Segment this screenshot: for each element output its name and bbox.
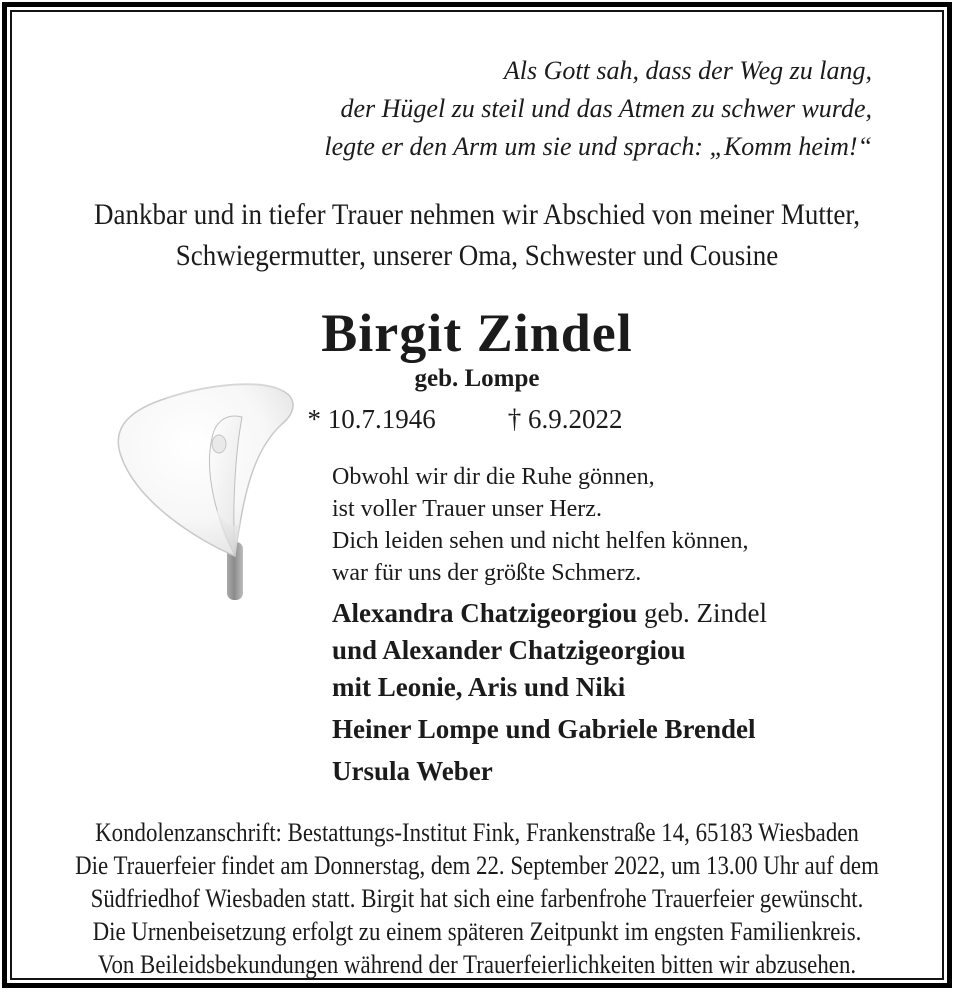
poem-line: Obwohl wir dir die Ruhe gönnen, bbox=[332, 464, 655, 490]
condolence-address: Kondolenzanschrift: Bestattungs-Institut Fink, Frankenstraße 14, 65183 Wiesbaden bbox=[95, 818, 859, 847]
inner-border bbox=[10, 10, 944, 980]
intro-text bbox=[12, 194, 942, 276]
mourner-line: Heiner Lompe und Gabriele Brendel bbox=[332, 714, 756, 744]
mourner-name: Alexandra Chatzigeorgiou bbox=[332, 598, 638, 628]
maiden-name: geb. Lompe bbox=[414, 365, 540, 392]
poem-line: Dich leiden sehen und nicht helfen können, bbox=[332, 528, 749, 554]
mourner-maiden-name: geb. Zindel bbox=[637, 598, 767, 628]
mourners-list bbox=[12, 595, 942, 790]
poem-line: ist voller Trauer unser Herz. bbox=[332, 496, 602, 522]
funeral-info-line: Die Trauerfeier findet am Donnerstag, dem 22. September 2022, um 13.00 Uhr auf dem bbox=[75, 851, 879, 880]
poem-line: war für uns der größte Schmerz. bbox=[332, 560, 642, 586]
life-dates bbox=[10, 403, 930, 435]
mourner-line: mit Leonie, Aris und Niki bbox=[332, 672, 626, 702]
intro-line: Schwiegermutter, unserer Oma, Schwester und Cousine bbox=[175, 239, 779, 272]
funeral-info-line: Von Beileidsbekundungen während der Trauerfeierlichkeiten bitten wir abzusehen. bbox=[97, 950, 857, 979]
verse-line: legte er den Arm um sie und sprach: „Komm heim!“ bbox=[324, 132, 872, 161]
opening-verse bbox=[12, 52, 942, 166]
death-date: † 6.9.2022 bbox=[507, 404, 623, 434]
mourner-line bbox=[332, 595, 942, 632]
funeral-info-line: Südfriedhof Wiesbaden statt. Birgit hat sich eine farbenfrohe Trauerfeier gewünscht. bbox=[90, 884, 864, 913]
intro-line: Dankbar und in tiefer Trauer nehmen wir Abschied von meiner Mutter, bbox=[94, 198, 860, 231]
mourner-line: Ursula Weber bbox=[332, 756, 493, 786]
funeral-information bbox=[12, 816, 942, 980]
deceased-name: Birgit Zindel bbox=[321, 303, 633, 363]
verse-line: der Hügel zu steil und das Atmen zu schwer wurde, bbox=[340, 94, 872, 123]
funeral-info-line: Die Urnenbeisetzung erfolgt zu einem späteren Zeitpunkt im engsten Familienkreis. bbox=[92, 917, 862, 946]
birth-date: * 10.7.1946 bbox=[307, 404, 436, 434]
calla-lily-icon bbox=[85, 360, 315, 600]
verse-line: Als Gott sah, dass der Weg zu lang, bbox=[503, 56, 872, 85]
outer-border bbox=[2, 2, 952, 988]
obituary-notice bbox=[12, 52, 942, 980]
mourner-line: und Alexander Chatzigeorgiou bbox=[332, 635, 686, 665]
